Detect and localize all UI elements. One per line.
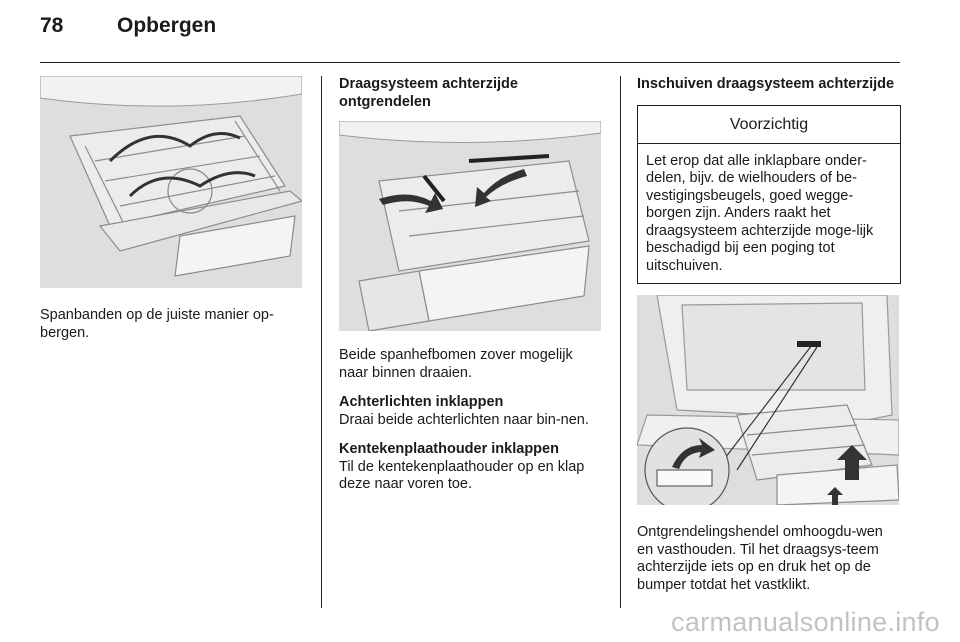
- caution-box: [637, 105, 901, 285]
- section-heading-plate-holder: Kentekenplaathouder inklappen: [339, 441, 559, 457]
- figure-caption-3: Ontgrendelingshendel omhoogdu-wen en vasthouden. Til het draagsys-teem achterzijde iets op en druk het op de bumper totdat het vastklikt.: [637, 524, 883, 593]
- column-divider-1: [321, 76, 322, 608]
- header-rule: [40, 62, 900, 63]
- caution-text: Let erop dat alle inklapbare onder-delen, bijv. de wielhouders of be-vestigingsbeugels, goed wegge-borgen zijn. Anders raakt het draagsysteem achterzijde moge-lijk beschadigd bij een poging tot uitschuiven.: [646, 152, 874, 274]
- tension-levers-illustration: [339, 121, 601, 331]
- section-heading-retract: Inschuiven draagsysteem achterzijde: [637, 76, 895, 92]
- caution-title: Voorzichtig: [638, 106, 900, 144]
- figure-caption-1: Spanbanden op de juiste manier op-bergen.: [40, 307, 274, 341]
- column-1: [40, 76, 302, 342]
- column-2: [339, 76, 601, 494]
- carrier-straps-illustration: [40, 76, 302, 288]
- watermark: carmanualsonline.info: [671, 607, 940, 637]
- page-title: Opbergen: [117, 14, 217, 37]
- section-text-plate-holder: Til de kentekenplaathouder op en klap deze naar voren toe.: [339, 458, 585, 492]
- page-number: 78: [40, 14, 64, 37]
- section-heading-unlock: Draagsysteem achterzijde ontgrendelen: [339, 76, 518, 110]
- figure-caption-2: Beide spanhefbomen zover mogelijk naar binnen draaien.: [339, 347, 573, 381]
- illustration-release-lever: [637, 295, 899, 505]
- section-text-tail-lights: Draai beide achterlichten naar bin-nen.: [339, 411, 589, 428]
- illustration-tension-levers: [339, 121, 601, 331]
- column-3: [637, 76, 901, 594]
- illustration-straps-stowed: [40, 76, 302, 288]
- release-lever-illustration: [637, 295, 899, 505]
- section-heading-tail-lights: Achterlichten inklappen: [339, 394, 504, 410]
- column-divider-2: [620, 76, 621, 608]
